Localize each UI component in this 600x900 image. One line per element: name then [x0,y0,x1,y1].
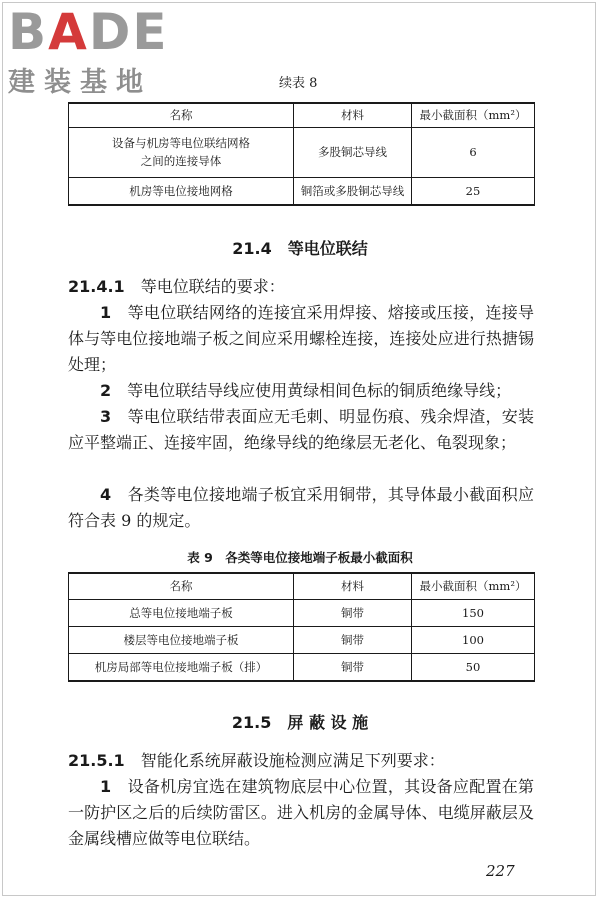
page-number: 227 [486,862,515,880]
table-cell-name: 楼层等电位接地端子板 [69,626,294,653]
table-row [69,599,535,626]
table-row [69,626,535,653]
section-heading-21-4: 21.4 等电位联结 [232,239,368,258]
watermark-logo [8,3,178,99]
table-cell-material: 铜带 [294,653,412,681]
column-header-area: 最小截面积（mm²） [412,573,535,599]
clause-item-1: 1 等电位联结网络的连接宜采用焊接、熔接或压接，连接导体与等电位接地端子板之间应采用螺栓连接，连接处应进行热搪锡处理； [68,303,534,374]
table-cell-area: 25 [412,177,535,205]
table-caption: 续表 8 [279,76,318,91]
table-cell-area: 150 [412,599,535,626]
table-9 [68,572,535,682]
table-cell-area: 100 [412,626,535,653]
table-header-row [69,103,535,127]
clause-item-4: 4 各类等电位接地端子板宜采用铜带，其导体最小截面积应符合表 9 的规定。 [68,485,534,530]
clause-21-5-1-lead: 21.5.1 智能化系统屏蔽设施检测应满足下列要求： [68,751,445,770]
table-cell-material: 铜带 [294,599,412,626]
table-row [69,177,535,205]
table-8 [68,102,535,206]
table-cell-name: 总等电位接地端子板 [69,599,294,626]
logo-subtitle: 建装基地 [8,67,152,98]
table-cell-area: 6 [412,127,535,177]
table-9-title: 表 9 各类等电位接地端子板最小截面积 [187,550,413,565]
table-cell-material: 多股铜芯导线 [294,127,412,177]
table-cell-area: 50 [412,653,535,681]
table-cell-material: 铜箔或多股铜芯导线 [294,177,412,205]
section-heading-21-5: 21.5 屏 蔽 设 施 [231,713,369,732]
table-row [69,127,535,177]
column-header-material: 材料 [294,573,412,599]
column-header-material: 材料 [294,103,412,127]
table-row [69,653,535,681]
table-cell-material: 铜带 [294,626,412,653]
clause-item-2: 2 等电位联结导线应使用黄绿相间色标的铜质绝缘导线； [100,381,512,400]
column-header-name: 名称 [69,573,294,599]
clause-item-1: 1 设备机房宜选在建筑物底层中心位置，其设备应配置在第一防护区之后的后续防雷区。进入机房的金属导体、电缆屏蔽层及金属线槽应做等电位联结。 [68,777,534,848]
table-cell-name: 机房等电位接地网格 [69,177,294,205]
clause-21-4-1-lead: 21.4.1 等电位联结的要求： [68,277,285,296]
column-header-name: 名称 [69,103,294,127]
table-cell-name: 机房局部等电位接地端子板（排） [69,653,294,681]
column-header-area: 最小截面积（mm²） [412,103,535,127]
logo-wordmark: BADE [8,3,169,61]
table-header-row [69,573,535,599]
table-cell-name: 设备与机房等电位联结网格 之间的连接导体 [69,127,294,177]
clause-item-3: 3 等电位联结带表面应无毛刺、明显伤痕、残余焊渣，安装应平整端正、连接牢固，绝缘导线的绝缘层无老化、龟裂现象； [68,407,534,452]
